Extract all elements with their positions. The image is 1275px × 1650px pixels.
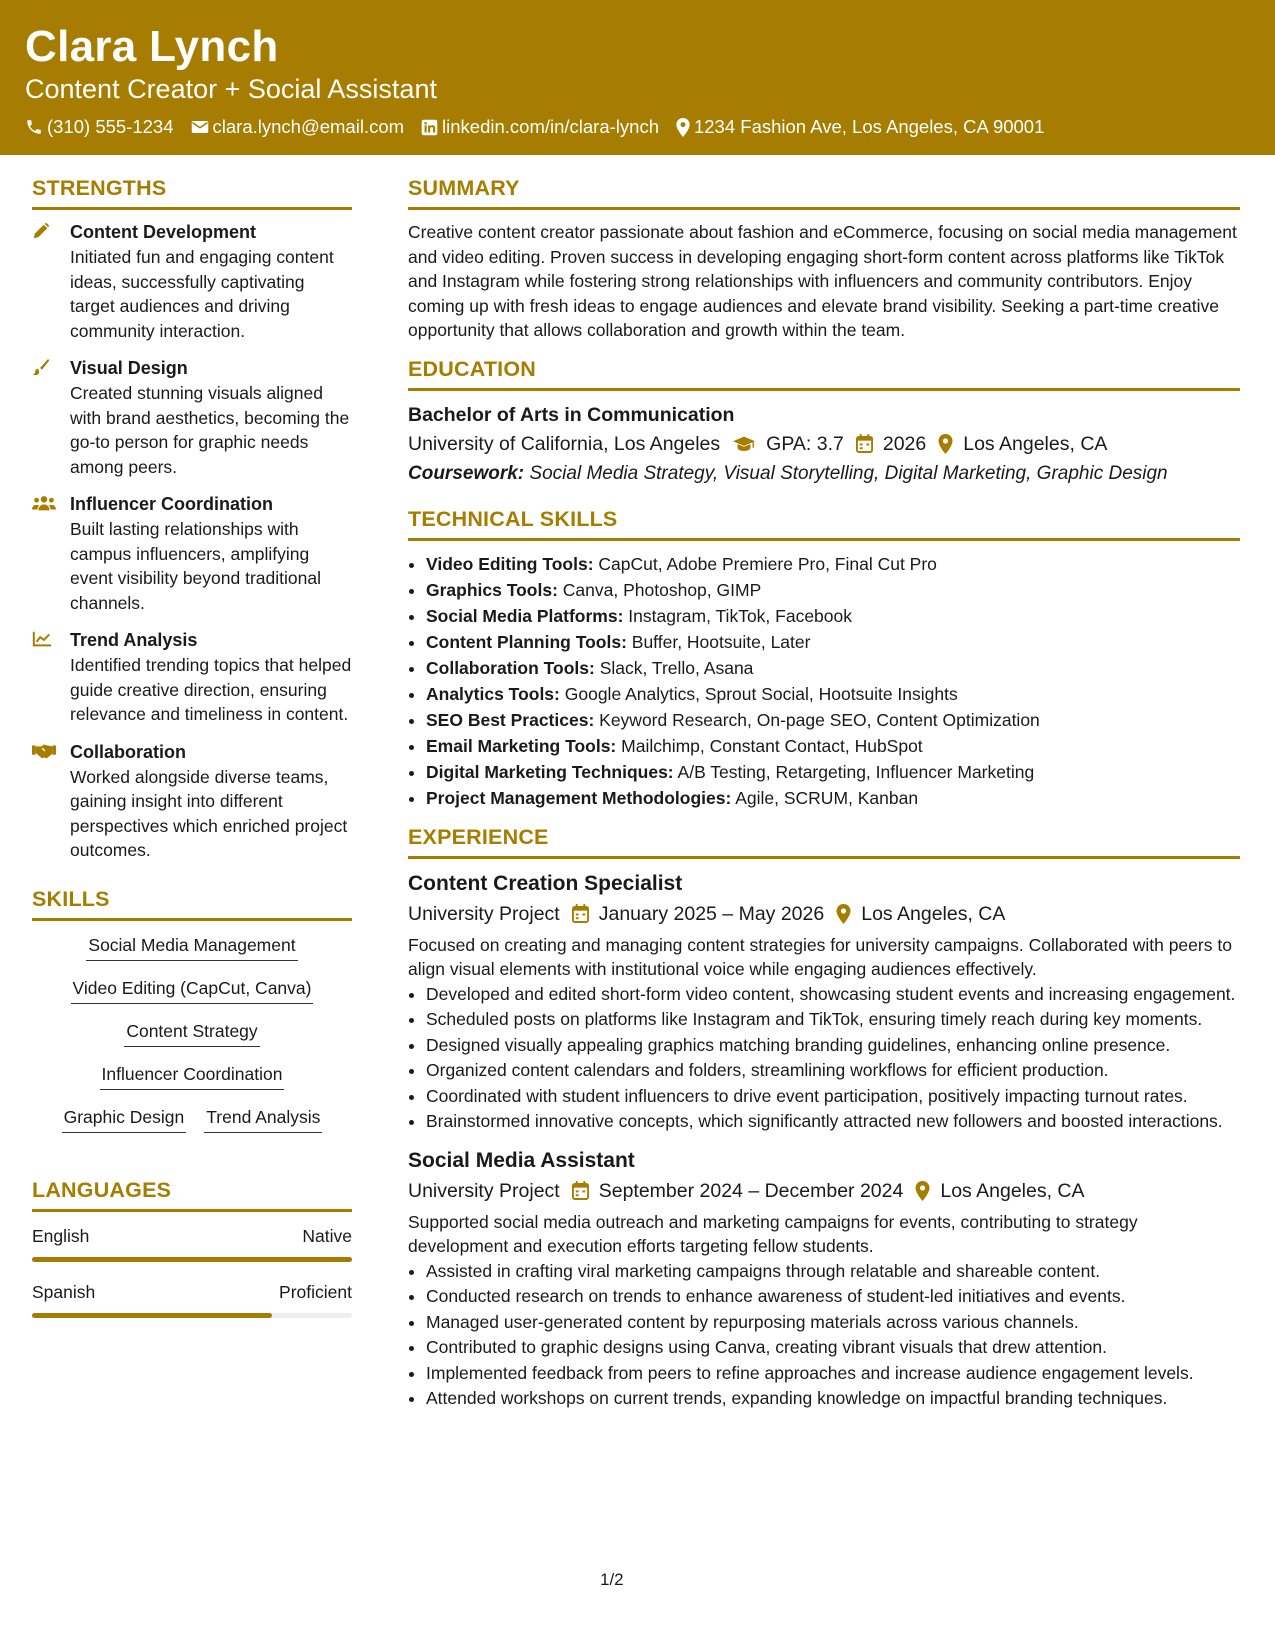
language-bar [32,1257,352,1262]
job-title: Social Media Assistant [408,1148,635,1172]
list-item: • Coordinated with student influencers to drive event participation, positively impacting turnout rates. [426,1084,1240,1109]
map-pin-icon [836,904,851,924]
languages-heading: LANGUAGES [32,1178,352,1212]
phone-text: (310) 555-1234 [47,116,174,137]
strengths-heading: STRENGTHS [32,176,352,210]
candidate-name: Clara Lynch [25,22,279,71]
language-item [32,1226,352,1262]
job-org: University Project [408,902,560,925]
job-entry [408,1146,1240,1411]
handshake-icon [32,742,56,760]
job-meta [408,1176,1240,1206]
list-item: • Brainstormed innovative concepts, which significantly attracted new followers and boosted interactions. [426,1109,1240,1134]
language-bar [32,1313,352,1318]
coursework-label: Coursework: [408,462,525,484]
list-item: • Content Planning Tools: Buffer, Hootsuite, Later [426,629,1240,655]
strength-item [32,492,352,615]
summary-heading: SUMMARY [408,176,1240,210]
list-item: • Implemented feedback from peers to refine approaches and increase audience engagement levels. [426,1361,1240,1386]
map-pin-icon [938,434,953,454]
envelope-icon [191,119,209,135]
list-item: • Designed visually appealing graphics matching branding guidelines, enhancing online presence. [426,1033,1240,1058]
left-column [32,176,352,1318]
strength-item [32,220,352,343]
strength-item [32,628,352,727]
job-dates: September 2024 – December 2024 [598,1179,904,1202]
users-icon [32,494,56,512]
technical-skills-list [408,551,1240,811]
skill-tag: Video Editing (CapCut, Canva) [71,978,314,1004]
skills-list [32,931,352,1150]
job-meta [408,899,1240,929]
list-item: • Analytics Tools: Google Analytics, Sprout Social, Hootsuite Insights [426,681,1240,707]
list-item: • Assisted in crafting viral marketing campaigns through relatable and shareable content. [426,1259,1240,1284]
list-item: • Managed user-generated content by repurposing materials across various channels. [426,1310,1240,1335]
language-bar-fill [32,1313,272,1318]
contact-phone[interactable] [25,116,174,138]
right-column [408,176,1240,1412]
strength-item [32,740,352,863]
education-location: Los Angeles, CA [963,432,1108,455]
list-item: • Contributed to graphic designs using Canva, creating vibrant visuals that drew attention. [426,1335,1240,1360]
strength-title: Collaboration [70,741,186,762]
paintbrush-icon [32,358,50,376]
language-level: Native [302,1225,352,1246]
strength-desc: Worked alongside diverse teams, gaining insight into different perspectives which enriched project outcomes. [70,766,348,860]
linkedin-text: linkedin.com/in/clara-lynch [442,116,659,137]
gpa-text: GPA: 3.7 [766,432,844,455]
skill-tag: Trend Analysis [204,1107,322,1133]
language-name: English [32,1225,90,1246]
list-item: • Developed and edited short-form video content, showcasing student events and increasing engagement. [426,982,1240,1007]
coursework-text: Social Media Strategy, Visual Storytelling, Digital Marketing, Graphic Design [529,462,1168,484]
strength-title: Content Development [70,222,257,242]
language-level: Proficient [279,1281,352,1302]
list-item: • Email Marketing Tools: Mailchimp, Constant Contact, HubSpot [426,733,1240,759]
job-bullets [408,982,1240,1134]
list-item: • Attended workshops on current trends, expanding knowledge on impactful branding techniques. [426,1386,1240,1411]
job-location: Los Angeles, CA [861,902,1006,925]
strength-title: Visual Design [70,358,188,378]
job-bullets [408,1259,1240,1411]
contact-bar [25,116,1061,138]
experience-heading: EXPERIENCE [408,825,1240,859]
resume-header [0,0,1275,155]
job-dates: January 2025 – May 2026 [598,902,825,925]
job-description: Focused on creating and managing content strategies for university campaigns. Collaborated with peers to align visual elements with institutional voice while engaging audiences effectively. [408,934,1232,979]
list-item: • Project Management Methodologies: Agile, SCRUM, Kanban [426,785,1240,811]
education-heading: EDUCATION [408,357,1240,391]
graduation-cap-icon [732,435,756,453]
list-item: • Graphics Tools: Canva, Photoshop, GIMP [426,577,1240,603]
list-item: • Digital Marketing Techniques: A/B Testing, Retargeting, Influencer Marketing [426,759,1240,785]
strength-desc: Identified trending topics that helped guide creative direction, ensuring relevance and timeliness in content. [70,655,352,724]
linkedin-icon [421,119,438,136]
technical-skills-heading: TECHNICAL SKILLS [408,507,1240,541]
language-bar-fill [32,1257,352,1262]
skill-tag: Influencer Coordination [100,1064,285,1090]
job-location: Los Angeles, CA [940,1179,1085,1202]
list-item: • Collaboration Tools: Slack, Trello, Asana [426,655,1240,681]
education-meta [408,429,1240,459]
job-entry [408,869,1240,1134]
skill-tag: Content Strategy [124,1021,259,1047]
degree-title: Bachelor of Arts in Communication [408,403,735,426]
job-org: University Project [408,1179,560,1202]
job-title: Content Creation Specialist [408,871,683,895]
address-text: 1234 Fashion Ave, Los Angeles, CA 90001 [693,116,1045,137]
calendar-icon [572,904,589,923]
coursework [408,459,1240,489]
strength-desc: Created stunning visuals aligned with brand aesthetics, becoming the go-to person for graphic needs among peers. [70,383,350,477]
skill-tag: Social Media Management [86,935,297,961]
list-item: • Scheduled posts on platforms like Instagram and TikTok, ensuring timely reach during key moments. [426,1007,1240,1032]
map-pin-icon [915,1181,930,1201]
contact-email[interactable] [191,116,405,138]
pencil-icon [32,222,50,240]
strength-title: Trend Analysis [70,630,198,650]
list-item: • Organized content calendars and folders, streamlining workflows for efficient production. [426,1058,1240,1083]
calendar-icon [856,434,873,453]
skill-tag: Graphic Design [62,1107,187,1133]
school-name: University of California, Los Angeles [408,432,721,455]
job-description: Supported social media outreach and marketing campaigns for events, contributing to strategy development and execution efforts targeting fellow students. [408,1211,1138,1256]
language-item [32,1282,352,1318]
email-text: clara.lynch@email.com [212,116,405,137]
language-name: Spanish [32,1281,96,1302]
contact-address [676,116,1044,138]
map-pin-icon [676,118,690,137]
chart-line-icon [32,630,52,648]
strength-title: Influencer Coordination [70,494,274,514]
calendar-icon [572,1181,589,1200]
graduation-year: 2026 [882,432,927,455]
candidate-role: Content Creator + Social Assistant [25,74,437,104]
list-item: • Social Media Platforms: Instagram, TikTok, Facebook [426,603,1240,629]
skills-heading: SKILLS [32,887,352,921]
strength-desc: Built lasting relationships with campus influencers, amplifying event visibility beyond traditional channels. [70,519,321,613]
strength-item [32,356,352,479]
phone-icon [25,118,43,136]
list-item: • Video Editing Tools: CapCut, Adobe Premiere Pro, Final Cut Pro [426,551,1240,577]
list-item: • SEO Best Practices: Keyword Research, On-page SEO, Content Optimization [426,707,1240,733]
summary-text: Creative content creator passionate about fashion and eCommerce, focusing on social media management and video editing. Proven success in developing engaging short-form content across platforms like TikTok and Instagram while fostering strong relationships with influencers and community contributors. Enjoy coming up with fresh ideas to engage audiences and elevate brand visibility. Seeking a part-time creative opportunity that allows collaboration and growth within the team. [408,222,1237,340]
list-item: • Conducted research on trends to enhance awareness of student-led initiatives and events. [426,1284,1240,1309]
contact-linkedin[interactable] [421,116,659,138]
strength-desc: Initiated fun and engaging content ideas, successfully captivating target audiences and driving community interaction. [70,247,334,341]
page-number: 1/2 [600,1570,624,1589]
